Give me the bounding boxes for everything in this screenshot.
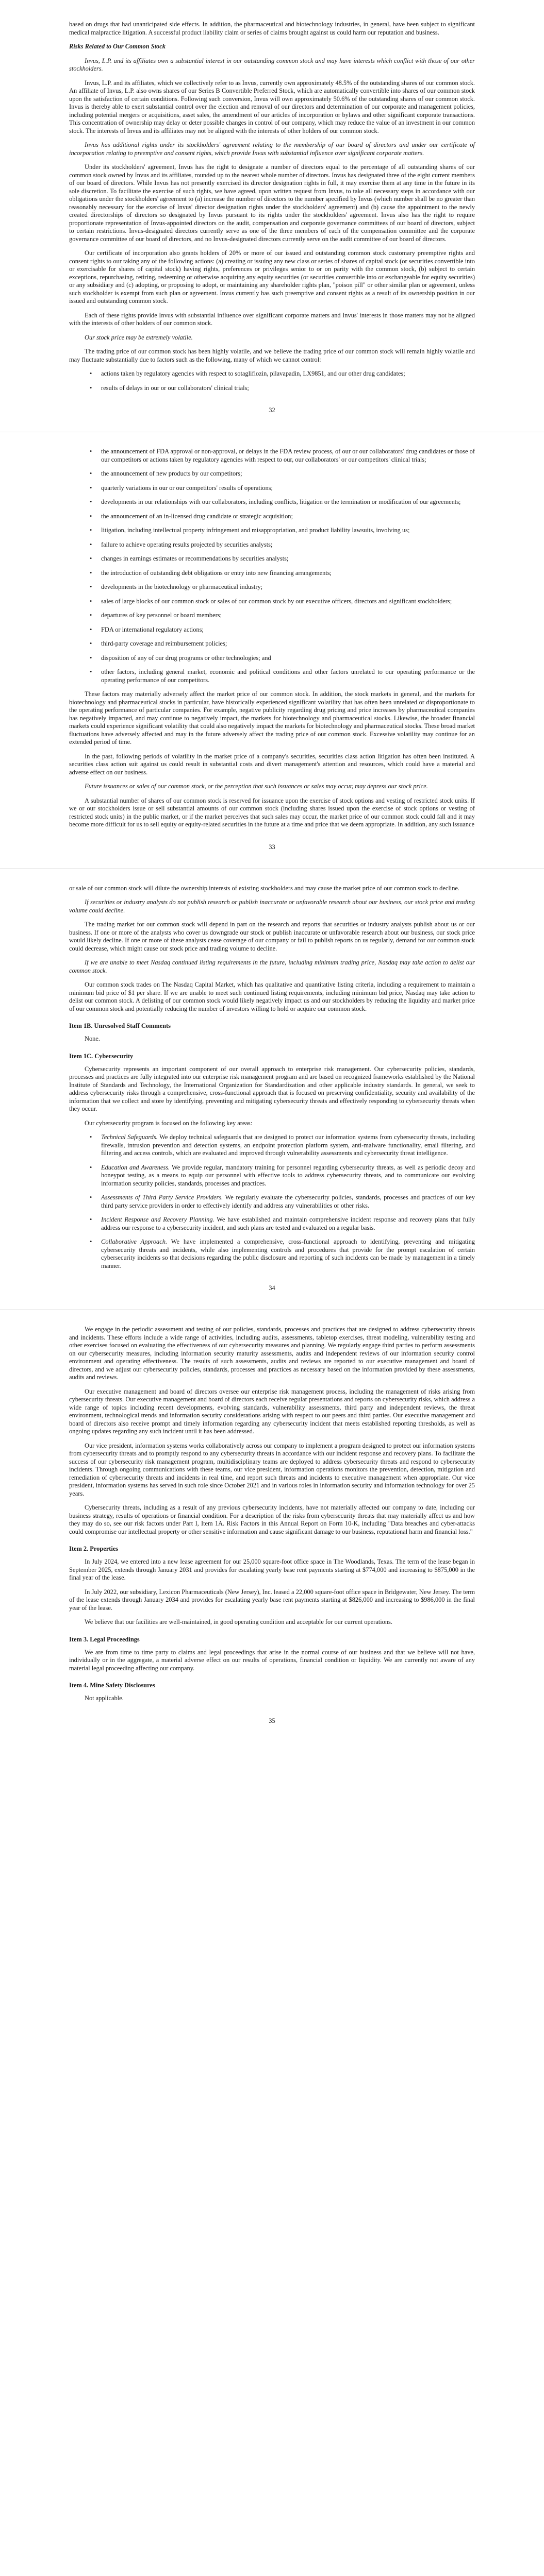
list-item: • the announcement of an in-licensed drug candidate or strategic acquisition; (90, 512, 293, 520)
paragraph: In July 2024, we entered into a new lease agreement for our 25,000 square-foot office space in The Woodlands, Texas. The term of the lease began in September 2025, extends through January 2031 and provides for escalating yearly base rent payments starting at $774,000 and increasing to $875,000 in the final year of the lease. (69, 1558, 475, 1581)
bullet-icon: • (90, 668, 92, 675)
paragraph: Our cybersecurity program is focused on the following key areas: (85, 1119, 253, 1127)
paragraph: Under its stockholders' agreement, Invus has the right to designate a number of directors equal to the percentage of all outstanding shares of our common stock owned by Invus and its affiliates, rounded up to the nearest whole number of directors. Invus has designated three of the eight current members of our board of directors. While Invus has not presently exercised its director designation rights in full, it may exercise them at any time in the future in its sole discretion. To facilitate the exercise of such rights, we have agreed, upon written request from Invus, to take all necessary steps in accordance with our obligations under the stockholders' agreement to (a) increase the number of directors to the number specified by Invus (which number shall be no greater than reasonably necessary for the exercise of Invus' director designation rights under the stockholders' agreement) and (b) cause the appointment to the newly created directorships of directors so designated by Invus pursuant to its rights under the stockholders' agreement. Invus also has the right to require proportionate representation of Invus-appointed directors on the audit, compensation and corporate governance committees of our board of directors, subject to certain restrictions. Invus-designated directors currently serve as one of the three members of each of the compensation committee and the corporate governance committee of our board of directors, and no Invus-designated directors currently serve on the audit committee of our board of directors. (69, 163, 475, 243)
bullet-icon: • (90, 612, 92, 619)
bullet-icon: • (90, 512, 92, 520)
page-number: 32 (269, 406, 275, 414)
risk-heading: Invus has additional rights under its stockholders' agreement relating to the membership of our board of directors and under our certificate of incorporation relating to preemptive and consent rights, which provide Invus with substantial influence over significant corporate matters. (69, 141, 475, 157)
bullet-icon: • (90, 625, 92, 633)
list-item: • developments in our relationships with our collaborators, including conflicts, litigation or the termination or modification of our agreements; (90, 498, 461, 505)
list-item: • Collaborative Approach. We have implemented a comprehensive, cross-functional approach to identifying, preventing and mitigating cybersecurity threats and incidents, while also implementing controls and procedures that provide for the prompt escalation of certain cybersecurity incidents so that decisions regarding the public disclosure and reporting of such incidents can be made by management in a timely manner. (90, 1238, 475, 1269)
paragraph: In July 2022, our subsidiary, Lexicon Pharmaceuticals (New Jersey), Inc. leased a 22,000 square-foot office space in Bridgewater, New Jersey. The term of the lease extends through January 2034 and provides for escalating yearly base rent payments starting at $826,000 and increasing to $986,000 in the final year of the lease. (69, 1588, 475, 1612)
paragraph: Not applicable. (85, 1694, 124, 1702)
list-item: • departures of key personnel or board members; (90, 612, 222, 619)
bullet-icon: • (90, 555, 92, 562)
page-number: 33 (269, 843, 275, 851)
paragraph: Our executive management and board of directors oversee our enterprise risk management process, including the management of risks arising from cybersecurity threats. Our executive management and board of directors each receive regular presentations and reports on cybersecurity risks, which address a wide range of topics including recent developments, evolving standards, vulnerability assessments, third party and independent reviews, the threat environment, technological trends and information security considerations arising with respect to our peers and third parties. Our executive management and board of directors also receive prompt and timely information regarding any cybersecurity incident that meets established reporting thresholds, as well as ongoing updates regarding any such incident until it has been addressed. (69, 1387, 475, 1435)
bullet-icon: • (90, 1163, 92, 1171)
paragraph: Cybersecurity represents an important component of our overall approach to enterprise risk management. Our cybersecurity policies, standards, processes and practices are fully integrated into our enterprise risk management program and are based on recognized frameworks established by the National Institute of Standards and Technology, the International Organization for Standardization and other applicable industry standards. In general, we seek to address cybersecurity risks through a comprehensive, cross-functional approach that is focused on preserving confidentiality, security and availability of the information that we collect and store by identifying, preventing and mitigating cybersecurity threats and effectively responding to cybersecurity threats when they occur. (69, 1065, 475, 1112)
bullet-icon: • (90, 569, 92, 577)
item-heading: Item 1B. Unresolved Staff Comments (69, 1022, 171, 1029)
list-item: • the announcement of new products by our competitors; (90, 470, 242, 477)
paragraph: Invus, L.P. and its affiliates, which we collectively refer to as Invus, currently own approximately 48.5% of the outstanding shares of our common stock. An affiliate of Invus, L.P. also owns shares of our Series B Convertible Preferred Stock, which are automatically convertible into shares of our common stock upon the satisfaction of certain conditions. Following such conversion, Invus will own approximately 50.6% of the outstanding shares of our common stock. Invus is thereby able to exert substantial control over the election and removal of our directors and determination of our corporate and management policies, including potential mergers or acquisitions, asset sales, the amendment of our articles of incorporation or bylaws and other significant corporate transactions. This concentration of ownership may delay or deter possible changes in control of our company, which may reduce the value of an investment in our common stock. The interests of Invus and its affiliates may not be aligned with the interests of other holders of our common stock. (69, 79, 475, 134)
item-heading: Item 3. Legal Proceedings (69, 1635, 140, 1643)
risk-heading: Our stock price may be extremely volatile. (85, 333, 193, 341)
bullet-icon: • (90, 1238, 92, 1245)
paragraph: Our common stock trades on The Nasdaq Capital Market, which has qualitative and quantitative listing criteria, including a requirement to maintain a minimum bid price of $1 per share. If we are unable to meet such continued listing requirements, including minimum bid price, Nasdaq may take action to delist our common stock. A delisting of our common stock would likely negatively impact us and our stockholders by reducing the liquidity and market price of our common stock and potentially reducing the number of investors willing to hold or acquire our common stock. (69, 981, 475, 1012)
list-item: • the announcement of FDA approval or non-approval, or delays in the FDA review process, of our or our collaborators' drug candidates or those of our competitors or actions taken by regulatory agencies with respect to our, our collaborators' or our competitors' clinical trials; (90, 448, 475, 463)
bullet-icon: • (90, 597, 92, 605)
bullet-icon: • (90, 448, 92, 455)
risk-heading: Future issuances or sales of our common stock, or the perception that such issuances or sales may occur, may depress our stock price. (85, 783, 428, 790)
paragraph: We engage in the periodic assessment and testing of our policies, standards, processes and practices that are designed to address cybersecurity threats and incidents. These efforts include a wide range of activities, including audits, assessments, tabletop exercises, threat modeling, vulnerability testing and other exercises focused on evaluating the effectiveness of our cybersecurity measures and planning. We regularly engage third parties to perform assessments on our cybersecurity measures, including information security maturity assessments, audits and independent reviews of our information security control environment and operating effectiveness. The results of such assessments, audits and reviews are reported to our executive management and board of directors, and we adjust our cybersecurity policies, standards, processes and practices as necessary based on the information provided by these assessments, audits and reviews. (69, 1326, 475, 1381)
paragraph: We are from time to time party to claims and legal proceedings that arise in the normal course of our business and that we believe will not have, individually or in the aggregate, a material adverse effect on our results of operations, financial condition or liquidity. We are currently not aware of any material legal proceeding affecting our company. (69, 1648, 475, 1672)
item-heading: Item 2. Properties (69, 1545, 119, 1552)
paragraph: or sale of our common stock will dilute the ownership interests of existing stockholders and may cause the market price of our common stock to decline. (69, 884, 460, 892)
bullet-icon: • (90, 370, 92, 377)
paragraph: Our vice president, information systems works collaboratively across our company to implement a program designed to protect our information systems from cybersecurity threats and to promptly respond to any cybersecurity threats in accordance with our incident response and recovery plans. To facilitate the success of our cybersecurity risk management program, multidisciplinary teams are deployed to address cybersecurity threats and respond to cybersecurity incidents. Through ongoing communications with these teams, our vice president, information operations monitors the prevention, detection, mitigation and remediation of cybersecurity threats and incidents in real time, and report such threats and incidents to executive management when appropriate. Our vice president, information systems has served in such role since October 2021 and in various roles in information security and information technology for over 25 years. (69, 1442, 475, 1497)
paragraph: These factors may materially adversely affect the market price of our common stock. In addition, the stock markets in general, and the markets for biotechnology and pharmaceutical stocks in particular, have historically experienced significant volatility that has often been unrelated or disproportionate to the operating performance of particular companies. For example, negative publicity regarding drug pricing and price increases by pharmaceutical companies has negatively impacted, and may continue to negatively impact, the markets for biotechnology and pharmaceutical stocks. Likewise, the broader financial markets could experience significant volatility that could also negatively impact the markets for biotechnology and pharmaceutical stocks. These broad market fluctuations have adversely affected and may in the future adversely affect the trading price of our common stock. Excessive volatility may continue for an extended period of time. (69, 690, 475, 745)
section-heading: Risks Related to Our Common Stock (69, 43, 166, 50)
paragraph: Each of these rights provide Invus with substantial influence over significant corporate matters and Invus' interests in those matters may not be aligned with the interests of other holders of our common stock. (69, 311, 475, 327)
list-item: • disposition of any of our drug programs or other technologies; and (90, 654, 271, 662)
list-item: • results of delays in our or our collaborators' clinical trials; (90, 384, 249, 392)
bullet-icon: • (90, 484, 92, 492)
list-item: • Assessments of Third Party Service Providers. We regularly evaluate the cybersecurity policies, standards, processes and practices of our key third party service providers in order to effectively identify and address any vulnerabilities or other risks. (90, 1194, 475, 1209)
paragraph: Our certificate of incorporation also grants holders of 20% or more of our issued and outstanding common stock customary preemptive rights and consent rights to our taking any of the following actions: (a) creating or issuing any new class or series of shares of capital stock (or securities convertible into or exercisable for shares of capital stock) having rights, preferences or privileges senior to or on parity with the common stock, (b) subject to certain exceptions, repurchasing, retiring, redeeming or otherwise acquiring any equity securities (or securities convertible into or exchangeable for equity securities) or any subsidiary and (c) adopting, or proposing to adopt, or maintaining any shareholder rights plan, "poison pill" or other similar plan or agreement, unless such stockholder is exempt from such plan or agreement. Invus currently has such preemptive and consent rights as a result of its ownership position in our issued and outstanding common stock. (69, 249, 475, 304)
bullet-list (69, 370, 475, 392)
item-heading: Item 1C. Cybersecurity (69, 1052, 134, 1060)
list-item: • actions taken by regulatory agencies with respect to sotagliflozin, pilavapadin, LX9851, and our other drug candidates; (90, 370, 405, 377)
bullet-icon: • (90, 654, 92, 662)
bullet-icon: • (90, 640, 92, 647)
bullet-icon: • (90, 583, 92, 590)
list-item: • Technical Safeguards. We deploy technical safeguards that are designed to protect our information systems from cybersecurity threats, including firewalls, intrusion prevention and detection systems, an endpoint protection platform system, anti-malware functionality, email filtering, and filtering and access controls, which are evaluated and improved through vulnerability assessments and cybersecurity threat intelligence. (90, 1133, 475, 1157)
list-item: • other factors, including general market, economic and political conditions and other factors unrelated to our operating performance or the operating performance of our competitors. (90, 668, 475, 684)
list-item: • changes in earnings estimates or recommendations by securities analysts; (90, 555, 289, 562)
paragraph: We believe that our facilities are well-maintained, in good operating condition and acceptable for our current operations. (85, 1618, 392, 1625)
bullet-icon: • (90, 384, 92, 392)
bullet-list (69, 448, 475, 684)
list-item: • failure to achieve operating results projected by securities analysts; (90, 540, 273, 548)
list-item: • third-party coverage and reimbursement policies; (90, 640, 227, 647)
bullet-icon: • (90, 470, 92, 477)
bullet-icon: • (90, 540, 92, 548)
paragraph: Cybersecurity threats, including as a result of any previous cybersecurity incidents, have not materially affected our company to date, including our business strategy, results of operations or financial condition. For a description of the risks from cybersecurity threats that may materially affect us and how they may do so, see our risk factors under Part I, Item 1A. Risk Factors in this Annual Report on Form 10-K, including "Data breaches and cyber-attacks could compromise our intellectual property or other sensitive information and cause significant damage to our business, reputational harm and financial loss." (69, 1504, 475, 1535)
bullet-icon: • (90, 1133, 92, 1141)
item-heading: Item 4. Mine Safety Disclosures (69, 1682, 155, 1689)
risk-heading: If we are unable to meet Nasdaq continued listing requirements in the future, including minimum trading price, Nasdaq may take action to delist our common stock. (69, 959, 475, 974)
paragraph: In the past, following periods of volatility in the market price of a company's securities, securities class action litigation has often been instituted. A securities class action suit against us could result in substantial costs and divert management's attention and resources, which could have a material and adverse effect on our business. (69, 752, 475, 776)
bullet-list (69, 1133, 475, 1270)
bullet-icon: • (90, 527, 92, 534)
paragraph: The trading market for our common stock will depend in part on the research and reports that securities or industry analysts publish about us or our business. If one or more of the analysts who cover us downgrade our stock or publish inaccurate or unfavorable research about our business, our stock price would likely decline. If one or more of these analysts cease coverage of our company or fail to publish reports on us regularly, demand for our common stock could decrease, which might cause our stock price and trading volume to decline. (69, 921, 475, 952)
paragraph: None. (85, 1035, 100, 1042)
risk-heading: If securities or industry analysts do not publish research or publish inaccurate or unfavorable research about our business, our stock price and trading volume could decline. (69, 899, 475, 914)
list-item: • Education and Awareness. We provide regular, mandatory training for personnel regarding cybersecurity threats, as well as periodic decoy and honeypot testing, as a means to equip our personnel with effective tools to address cybersecurity threats, and to communicate our evolving information security policies, standards, processes and practices. (90, 1163, 475, 1187)
list-item: • the introduction of outstanding debt obligations or entry into new financing arrangements; (90, 569, 332, 577)
page-number: 35 (269, 1717, 275, 1724)
list-item: • quarterly variations in our or our competitors' results of operations; (90, 484, 273, 492)
page-number: 34 (269, 1284, 275, 1292)
list-item: • sales of large blocks of our common stock or sales of our common stock by our executive officers, directors and significant stockholders; (90, 597, 452, 605)
list-item: • litigation, including intellectual property infringement and misappropriation, and product liability lawsuits, involving us; (90, 527, 410, 534)
bullet-icon: • (90, 1216, 92, 1223)
paragraph: The trading price of our common stock has been highly volatile, and we believe the trading price of our common stock will remain highly volatile and may fluctuate substantially due to factors such as the following, many of which we cannot control: (69, 348, 475, 363)
list-item: • FDA or international regulatory actions; (90, 625, 204, 633)
risk-heading: Invus, L.P. and its affiliates own a substantial interest in our outstanding common stock and may have interests which conflict with those of our other stockholders. (69, 57, 475, 72)
paragraph: A substantial number of shares of our common stock is reserved for issuance upon the exercise of stock options and vesting of restricted stock units. If we or our stockholders issue or sell substantial amounts of our common stock (including shares issued upon the exercise of stock options or vesting of restricted stock units) in the public market, or if the market perceives that such sales may occur, the market price of our common stock could fall and it may become more difficult for us to sell equity or equity-related securities in the future at a time and price that we deem appropriate. In addition, any such issuance (69, 796, 475, 828)
bullet-icon: • (90, 1194, 92, 1201)
list-item: • Incident Response and Recovery Planning. We have established and maintain comprehensive incident response and recovery plans that fully address our response to a cybersecurity incident, and such plans are tested and evaluated on a regular basis. (90, 1216, 475, 1231)
bullet-icon: • (90, 498, 92, 505)
paragraph: based on drugs that had unanticipated side effects. In addition, the pharmaceutical and biotechnology industries, in general, have been subject to significant medical malpractice litigation. A successful product liability claim or series of claims brought against us could harm our reputation and business. (69, 21, 475, 36)
list-item: • developments in the biotechnology or pharmaceutical industry; (90, 583, 263, 590)
